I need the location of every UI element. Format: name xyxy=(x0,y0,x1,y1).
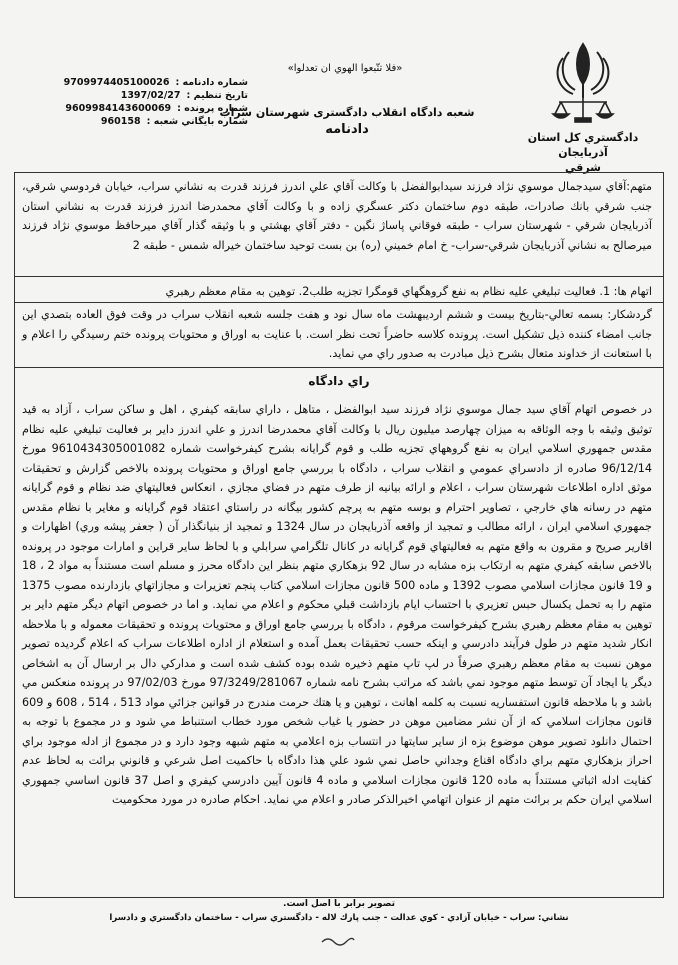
divider xyxy=(14,276,664,277)
defendant-text: متهم:آقاي سيدجمال موسوي نژاد فرزند سيدابوالفضل با وكالت آقاي علي اندرز فرزند قدرت به نشاني سراب، خيابان فردوسي شرقي، جنب شرقي بانك صادرات، طبقه دوم ساختمان دكتر عسگري زاده و با وكالت آقاي محمدرضا اندرز فرزند قدرت به نشاني استان آذربايجان شرقي - شهرستان سراب - طبقه فوقاني پاساژ نگين - دفتر آقاي بهشتي و با وثيقه گذار آقاي ميرحافظ موسوي نژاد فرزند ميرصالح به نشاني آذربايجان شرقي-سراب- خ امام خميني (ره) بن بست توحيد ساختمان خيراله شمس - طبقه 2 xyxy=(22,180,652,252)
charges-section xyxy=(22,282,652,302)
divider xyxy=(14,302,664,303)
meta-label: شماره دادنامه : xyxy=(175,77,248,88)
report-section xyxy=(22,305,652,364)
verdict-title: راي دادگاه xyxy=(308,374,370,388)
copy-note: تصوير برابر با اصل است. xyxy=(283,899,395,909)
verdict-text: در خصوص اتهام آقاي سيد جمال موسوي نژاد فرزند سيد ابوالفضل ، متاهل ، داراي سابقه كيفري ، اهل و ساكن سراب ، آزاد به قيد توثيق وثيقه با وجه الوثاقه به ميزان چهارصد ميليون ريال با وكالت آقاي محمدرضا اندرز و علي اندرز داير بر فعاليت تبليغي عليه نظام مقدس جمهوري اسلامي ايران به نفع گروههاي تجزيه طلب و قوم گرايانه بشرح كيفرخواست شماره 9610434305001082 مورخ 96/12/14 صادره از دادسراي عمومي و انقلاب سراب ، دادگاه با بررسي جامع اوراق و محتويات پرونده بالاخص گزارش و تحقيقات موثق اداره اطلاعات شهرستان سراب ، اعلام و ارائه بيانيه از طرف متهم در فضاي مجازي ، انعكاس فعاليتهاي ضد نظام و قوم گرايانه متهم در رسانه هاي خارجي ، تصاوير احترام و بوسه متهم به پرچم كشور بيگانه در راستاي اعتقاد قوم گرايانه و مغاير با نظام مقدس جمهوري اسلامي ايران ، ارائه مطالب و تمجيد از واقعه آذربايجان در سال 1324 و تمجيد از بنيانگذار آن ( جعفر پيشه وري) اظهارات و اقارير صريح و مقرون به واقع متهم به فعاليتهاي قوم گرايانه در كانال تلگرامي سرابلي و با لحاظ ساير قراين و امارات موجود در پرونده بالاخص سابقه كيفري متهم به ارتكاب بزه مشابه در سال 92 بزهكاري متهم بنظر اين دادگاه محرز و مسلم است مستنداً به مواد 2 ، 18 و 19 قانون مجازات اسلامي مصوب 1392 و ماده 500 قانون مجازات اسلامي كتاب پنجم تعزيرات و مجازاتهاي بازدارنده مصوب 1375 متهم را به تحمل يكسال حبس تعزيري با احتساب ايام بازداشت قبلي محكوم و اعلام مي نمايد. و اما در خصوص اتهام ديگر متهم داير بر توهين به مقام معظم رهبري بشرح كيفرخواست مرقوم ، دادگاه با بررسي جامع اوراق و محتويات پرونده و تحقيقات معموله و با ملاحظه انكار شديد متهم در طول فرآيند دادرسي و اينكه حسب تحقيقات بعمل آمده و استعلام از اداره اطلاعات سراب كه اعلام گرديده تصوير موهن نسبت به مقام معظم رهبري صرفاً در لپ تاپ متهم ذخيره شده بوده كشف شده است و مداركي دال بر ارسال آن به اشخاص ديگر يا ايجاد آن توسط متهم موجود نمي باشد كه مراتب بشرح نامه شماره 97/3249/281067 مورخ 97/02/03 در پرونده منعكس مي باشد و با ملاحظه قانون استفساريه نسبت به كلمه اهانت ، توهين و يا هتك حرمت مندرج در قوانين جزائي مواد 513 ، 514 ، 608 و 609 قانون مجازات اسلامي كه از آن نشر مضامين موهن در حضور يا غياب شخص مورد خطاب استنباط مي شود و در مجموع با توجه به احتمال دانلود تصوير موهن موضوع بزه از ساير سايتها در انتساب بزه اعلامي به متهم شبهه وجود دارد و در مجموع از ادله موجود براي احراز بزهكاري متهم براي دادگاه اقناع وجداني حاصل نمي شود علي هذا دادگاه با حاكميت اصل شرعي و قانوني برائت به لحاظ عدم كفايت ادله اثباتي مستنداً به ماده 120 قانون مجازات اسلامي و ماده 4 قانون آيين دادرسي كيفري و اصل 37 قانون اساسي جمهوري اسلامي ايران حكم بر برائت متهم از عنوان اتهامي اخيرالذكر صادر و اعلام مي نمايد. احكام صادره در مورد محكوميت xyxy=(22,403,653,806)
case-metadata xyxy=(18,76,248,128)
header-quote: «فلا تتّبعوا الهوي ان تعدلوا» xyxy=(287,63,403,74)
meta-value: 960158 xyxy=(100,116,141,127)
divider xyxy=(14,367,664,368)
meta-label: شماره پرونده : xyxy=(177,103,248,114)
court-address: نشاني: سراب - خيابان آزادي - كوي عدالت - جنب پارك لاله - دادگستري سراب - ساختمان دادگستري و دادسرا xyxy=(109,913,569,923)
meta-row-archive-number xyxy=(18,115,248,128)
verdict-section xyxy=(22,400,652,810)
meta-row-date xyxy=(18,89,248,102)
meta-row-case-number xyxy=(18,102,248,115)
meta-label: تاريخ تنظيم : xyxy=(186,90,248,101)
document-title: دادنامه xyxy=(325,122,369,137)
judiciary-line-2: شرقي xyxy=(565,161,601,174)
report-text: گردشكار: بسمه تعالي-بتاريخ بيست و ششم ارديبهشت ماه سال نود و هفت جلسه شعبه انقلاب سراب در وقت فوق العاده بتصدي اين جانب امضاء كننده ذيل تشكيل است. پرونده كلاسه حاضراً تحت نظر است. با عنايت به اوراق و محتويات پرونده ختم رسيدگي را اعلام و با استعانت از خداوند متعال بشرح ذيل مبادرت به صدور راي مي نمايد. xyxy=(22,308,652,360)
meta-value: 9709974405100026 xyxy=(63,77,170,88)
iran-emblem-icon xyxy=(545,38,621,128)
judiciary-name xyxy=(508,130,658,175)
charges-text: اتهام ها: 1. فعاليت تبليغي عليه نظام به نفع گروهگهاي قومگرا تجزيه طلب2. توهين به مقام معظم رهبري xyxy=(165,285,652,298)
meta-value: 1397/02/27 xyxy=(120,90,181,101)
meta-value: 9609984143600069 xyxy=(65,103,172,114)
judiciary-line-1: دادگستري كل استان آذربايجان xyxy=(527,131,639,159)
defendant-section xyxy=(22,177,652,255)
court-branch: شعبه دادگاه انقلاب دادگستری شهرستان سراب xyxy=(219,106,475,119)
signature-mark-icon xyxy=(318,934,358,948)
meta-label: شماره بايگاني شعبه : xyxy=(146,116,248,127)
meta-row-verdict-number xyxy=(18,76,248,89)
